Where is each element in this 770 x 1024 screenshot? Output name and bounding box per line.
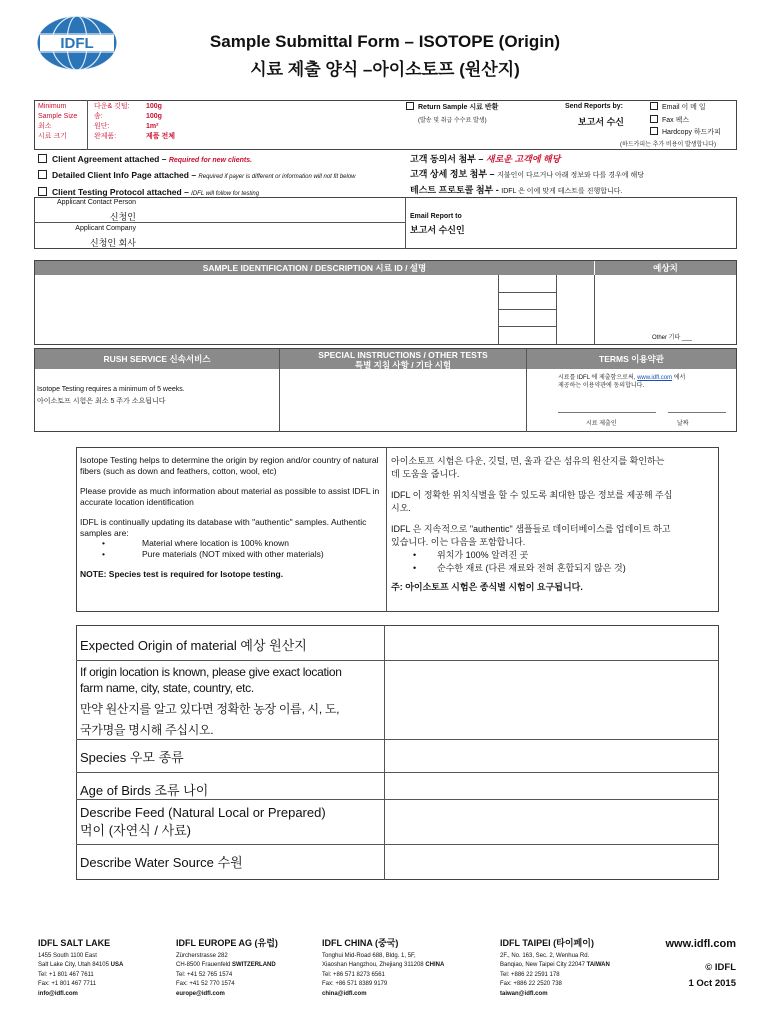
send-reports-label: Send Reports by: — [565, 103, 623, 110]
applicant-contact-label-ko: 신청인 — [109, 212, 136, 222]
checklist-item[interactable]: Client Agreement attached – Required for new clients. — [38, 152, 356, 168]
send-reports-label-ko: 보고서 수신 — [578, 117, 624, 127]
date-label: 날짜 — [677, 421, 689, 427]
applicant-contact-field[interactable] — [140, 200, 402, 222]
checklist-item[interactable]: Client Testing Protocol attached – IDFL will follow for testing — [38, 185, 356, 202]
checklist-ko: 고객 동의서 첨부 – 새로운 고객에 해당 고객 상세 정보 첨부 – 지불인이 다르거나 아래 정보와 다를 경우에 해당 테스트 프로토콜 첨부 - IDFL 은 이에 맞게 테스트를 진행합니다. — [410, 154, 644, 195]
info-ko: 아이소토프 시험은 다운, 깃털, 면, 울과 같은 섬유의 원산지를 확인하는데 도움을 줍니다. IDFL 이 정확한 위치식별을 할 수 있도록 최대한 많은 정보를 제공해 주십시오. IDFL 은 지속적으로 "authentic" 샘플들로 데이터베이스를 업데이트 하고있습니다. 이는 다음을 포함합니다. • 위치가 100% 알려진 곳 • 순수한 재료 (다른 재료와 전혀 혼합되지 않은 것) 주: 아이소토프 시험은 종식별 시험이 요구됩니다. — [391, 456, 673, 592]
form-title-en: Sample Submittal Form – ISOTOPE (Origin) — [209, 32, 561, 51]
min-sample-values: 다운& 깃털: 100g 솜: 100g 원단: 1m² 완제품: 제품 전체 — [94, 103, 175, 140]
expected-origin-label: Expected Origin of material 예상 원산지 — [80, 638, 307, 653]
office-salt-lake: IDFL SALT LAKE 1455 South 1100 East Salt Lake City, Utah 84105 USA Tel: +1 801 467 7611 Fax: +1 801 467 7711 info@idfl.com — [38, 938, 124, 997]
email-option[interactable]: Email 이 메 일 — [650, 102, 706, 112]
expected-header: 예상치 — [595, 261, 736, 275]
checklist-item[interactable]: Detailed Client Info Page attached – Required if payer is different or information will not fit below — [38, 168, 356, 185]
applicant-company-label-ko: 신청인 회사 — [90, 238, 136, 248]
water-source-field[interactable] — [388, 848, 716, 877]
water-source-label: Describe Water Source 수원 — [80, 855, 243, 870]
species-field[interactable] — [388, 743, 716, 770]
age-of-birds-label: Age of Birds 조류 나이 — [80, 783, 209, 798]
office-taipei: IDFL TAIPEI (타이페이) 2F., No. 163, Sec. 2, Wenhua Rd. Banqiao, New Taipei City 22047 TAIWAN Tel: +886 22 2591 178 Fax: +886 22 2520 738 taiwan@idfl.com — [500, 938, 610, 997]
signer-label: 시료 제출인 — [586, 421, 617, 427]
checklist-en — [38, 152, 356, 202]
signature-line[interactable] — [558, 412, 656, 413]
origin-location-field[interactable] — [388, 664, 716, 737]
species-label: Species 우모 종류 — [80, 750, 184, 765]
email-report-label: Email Report to — [410, 213, 462, 220]
email-report-label-ko: 보고서 수신인 — [410, 225, 465, 235]
office-europe: IDFL EUROPE AG (유럽) Zürcherstrasse 282 CH-8500 Frauenfeld SWITZERLAND Tel: +41 52 765 1574 Fax: +41 52 770 1574 europe@idfl.com — [176, 938, 278, 997]
sample-id-header: SAMPLE IDENTIFICATION / DESCRIPTION 시료 ID / 설명 — [35, 261, 594, 275]
return-sample-box[interactable] — [406, 102, 414, 110]
applicant-company-label: Applicant Company — [75, 225, 136, 232]
feed-field[interactable] — [388, 803, 716, 842]
applicant-company-field[interactable] — [140, 225, 402, 247]
svg-text:IDFL: IDFL — [60, 35, 94, 52]
fax-option[interactable]: Fax 팩스 — [650, 115, 689, 125]
terms-header: TERMS 이용약관 — [527, 349, 736, 369]
form-date: 1 Oct 2015 — [688, 978, 736, 989]
terms-text: 시료를 IDFL 에 제출함으로써, www.idfl.com 에서 제공하는 이용약관에 동의합니다. — [558, 375, 686, 389]
return-sample-note: (발송 및 취급 수수료 발생) — [418, 118, 487, 124]
feed-label: Describe Feed (Natural Local or Prepared) 먹이 (자연식 / 사료) — [80, 805, 326, 838]
office-china: IDFL CHINA (중국) Tonghui Mid-Road 688, Bldg. 1, 5F, Xiaoshan Hangzhou, Zhejiang 311208 CHINA Tel: +86 571 8273 6561 Fax: +86 571 8389 9179 china@idfl.com — [322, 938, 445, 997]
date-line[interactable] — [668, 412, 726, 413]
website-link[interactable]: www.idfl.com — [665, 938, 736, 950]
hardcopy-option[interactable]: Hardcopy 하드카피 — [650, 127, 721, 137]
rush-service-header: RUSH SERVICE 신속서비스 — [35, 349, 279, 369]
copyright: © IDFL — [705, 962, 736, 973]
sample-id-grid[interactable] — [35, 275, 594, 344]
form-title-ko: 시료 제출 양식 –아이소토프 (원산지) — [250, 60, 520, 79]
info-en: Isotope Testing helps to determine the origin by region and/or country of natural fibers (such as down and feathers, cotton, wool, etc) Please provide as much information about material as possible to assist IDFL in accurate location identification IDFL is continually updating its database with "authentic" samples. Authentic samples are: • Material where location is 100% known • Pure materials (NOT mixed with other materials) NOTE: Species test is required for Isotope testing. — [80, 455, 380, 579]
terms-link[interactable]: www.idfl.com — [637, 375, 673, 381]
special-instructions-header: SPECIAL INSTRUCTIONS / OTHER TESTS 특별 지침 사항 / 기타 시험 — [280, 349, 526, 369]
special-instructions-field[interactable] — [283, 372, 523, 429]
min-sample-label: Minimum Sample Size 최소 시료 크기 — [38, 103, 78, 140]
age-field[interactable] — [388, 776, 716, 797]
applicant-contact-label: Applicant Contact Person — [57, 199, 136, 206]
return-sample-checkbox[interactable]: Return Sample 시료 반환 — [406, 102, 498, 112]
origin-known-instructions: If origin location is known, please give exact location farm name, city, state, country, etc. 만약 원산지를 알고 있다면 정확한 농장 이름, 시, 도, 국가명을 명시해 주십시오. — [80, 665, 342, 737]
rush-text-ko: 아이소토프 시험은 최소 5 주가 소요됩니다 — [37, 398, 166, 405]
email-report-field[interactable] — [478, 200, 733, 246]
expected-origin-field[interactable] — [388, 628, 716, 658]
other-label: Other 기타 ___ — [652, 335, 692, 341]
rush-text-en: Isotope Testing requires a minimum of 5 weeks. — [37, 386, 185, 393]
hardcopy-note: (하드카피는 추가 비용이 발생합니다) — [620, 142, 716, 148]
